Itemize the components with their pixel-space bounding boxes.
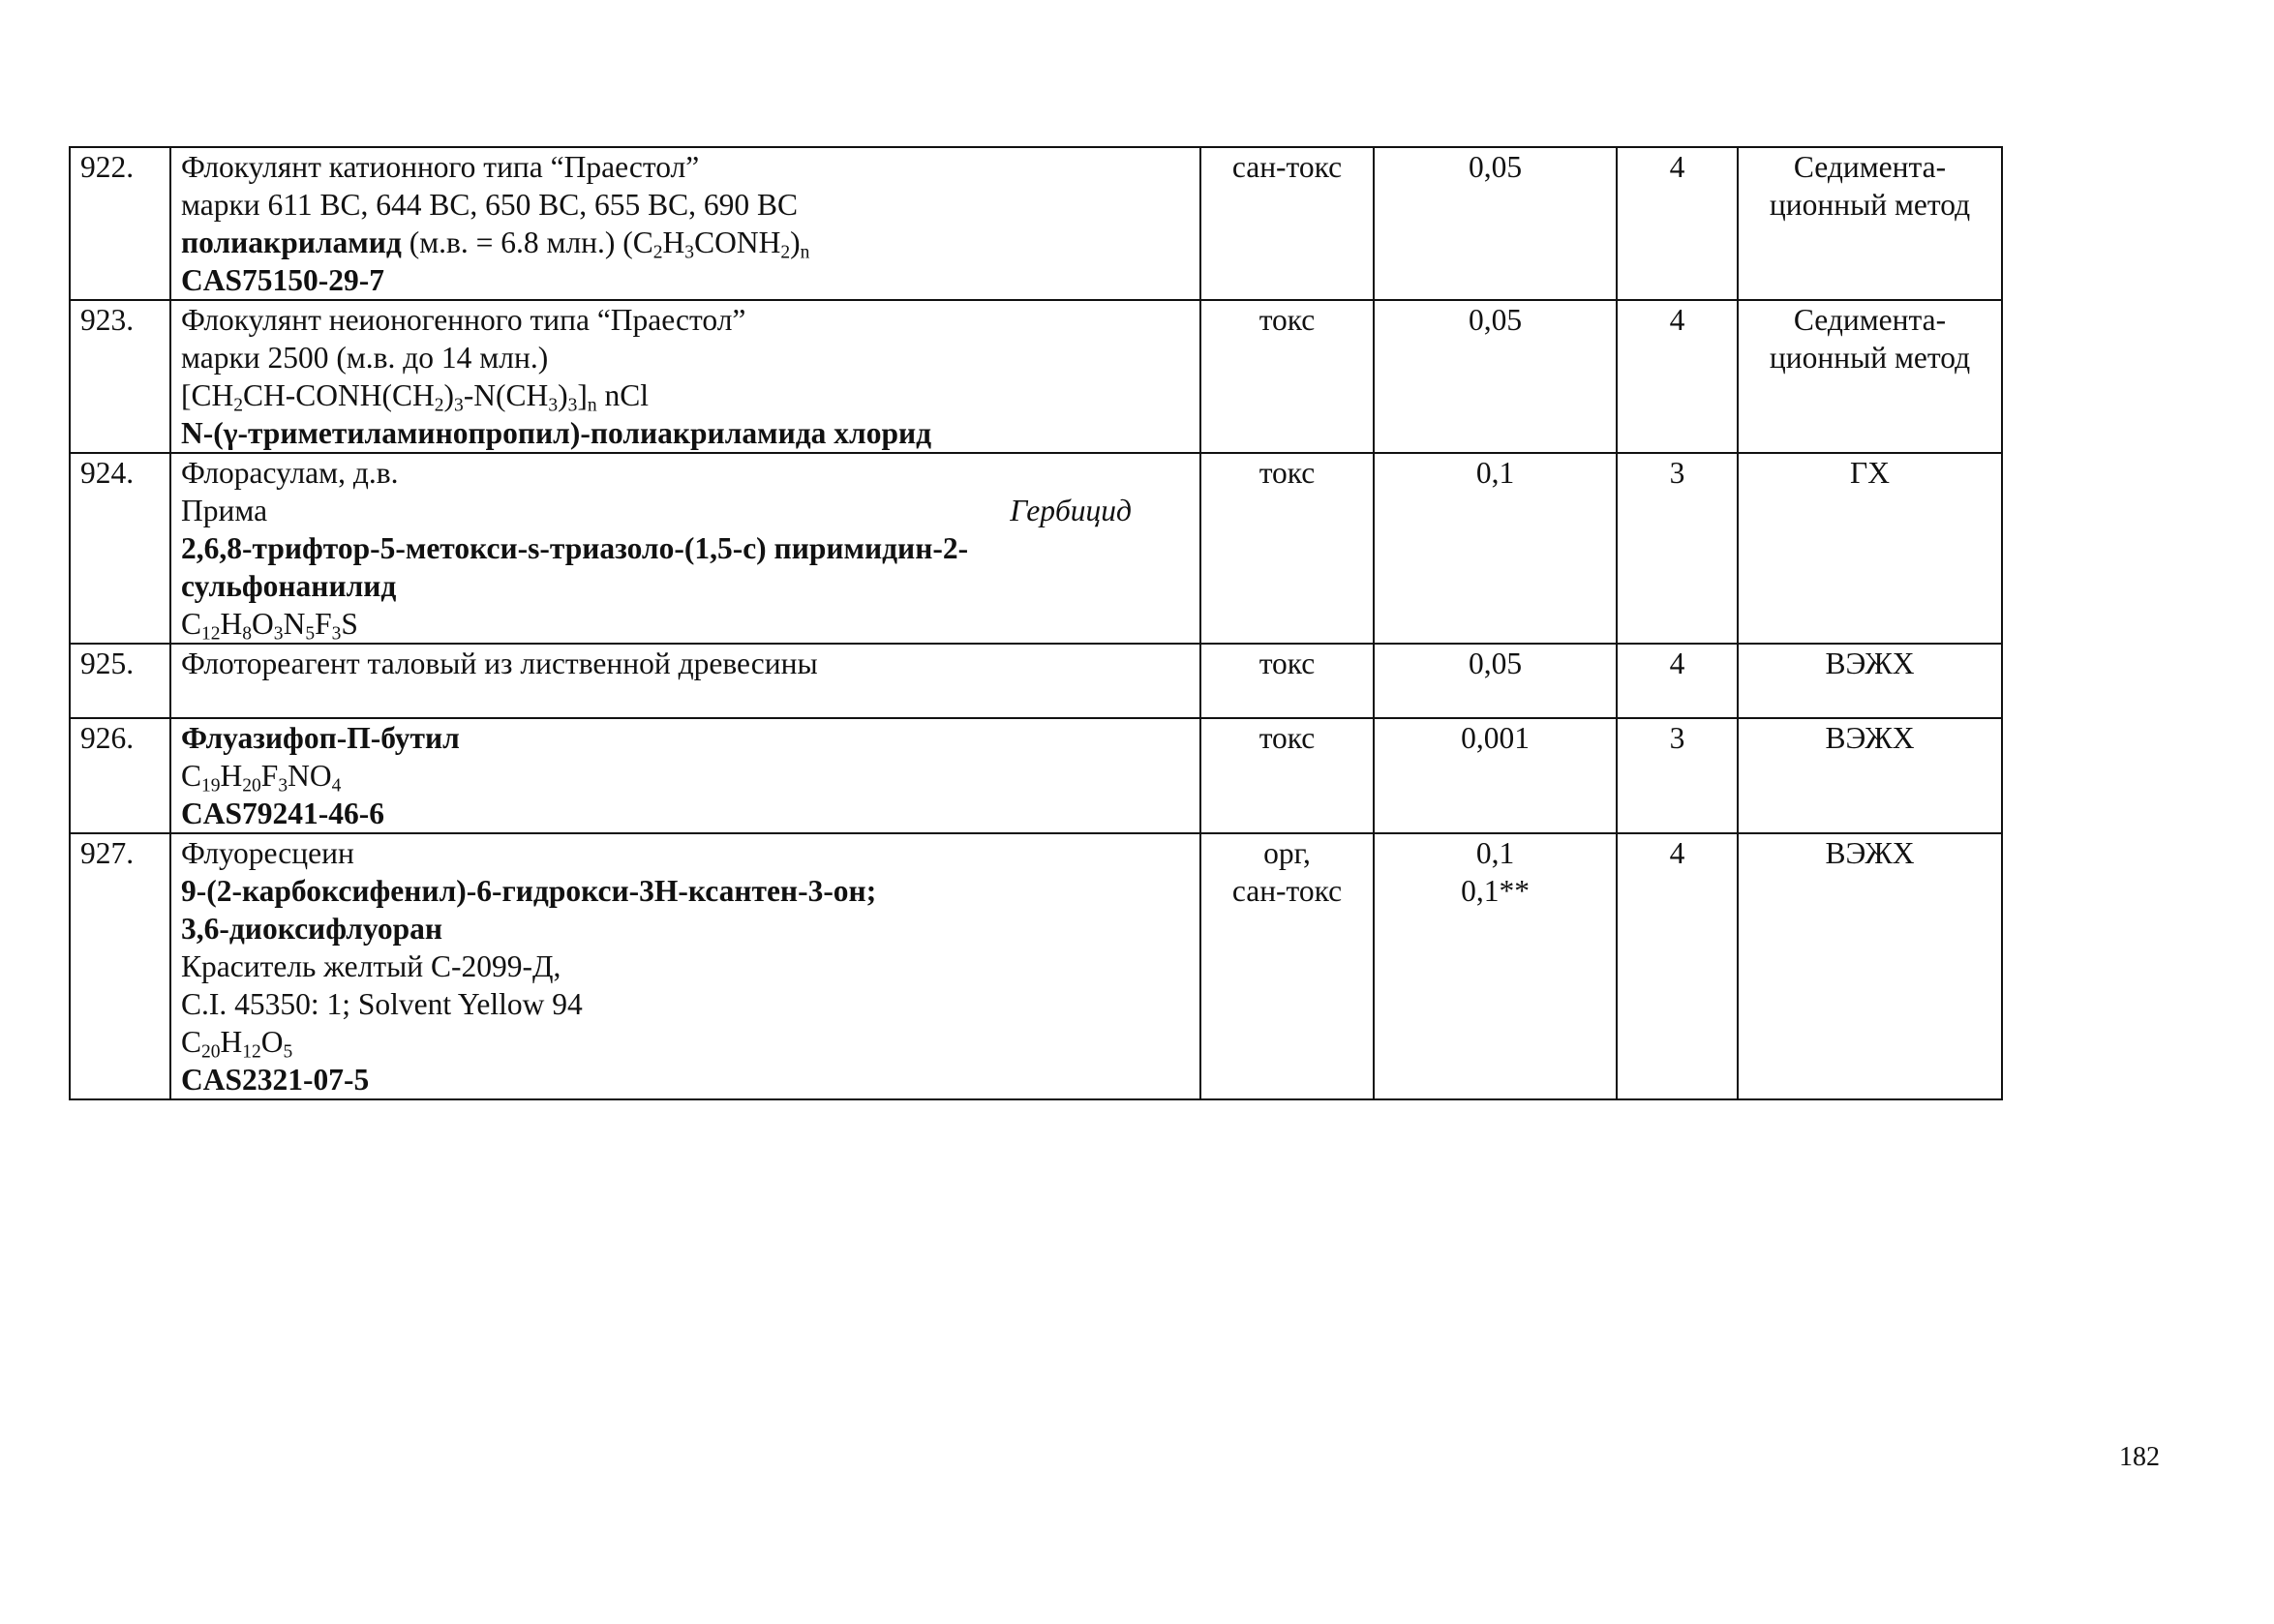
analysis-method: ВЭЖХ [1738,833,2002,1099]
concentration-value [1374,833,1617,1099]
text-segment: S [341,607,358,641]
concentration-value-text: 0,05 [1468,150,1523,184]
formula-subscript: 8 [242,623,253,645]
table-row [70,300,2002,453]
formula-subscript: 5 [283,1041,293,1063]
text-segment: сульфонанилид [181,569,397,603]
text-segment: (м.в. = 6.8 млн.) (C [401,226,653,259]
formula-subscript: 3 [331,623,342,645]
hazard-type-text: токс [1258,647,1316,680]
text-segment: CAS79241-46-6 [181,797,384,830]
text-segment: N [283,607,306,641]
formula-subscript: 2 [434,395,444,416]
formula-subscript: 3 [548,395,559,416]
row-number: 926. [70,718,170,833]
table-body [70,147,2002,1099]
formula-subscript: 2 [652,242,663,263]
text-segment: ] [577,378,588,412]
hazard-class: 4 [1617,833,1738,1099]
concentration-value-text: 0,05 [1468,303,1523,337]
description-line [181,1061,1190,1098]
hazard-type-text: токс [1258,303,1316,337]
text-segment: C [181,1025,202,1059]
formula-subscript: 19 [201,775,221,797]
text-segment: ) [558,378,568,412]
text-segment: Флуазифоп-П-бутил [181,721,460,755]
formula-subscript: 20 [242,775,261,797]
formula-subscript: 3 [454,395,464,416]
formula-subscript: 3 [684,242,695,263]
text-segment: полиакриламид [181,226,402,259]
description-line [181,529,1190,567]
description-line [181,224,1190,261]
substance-description [170,644,1200,718]
description-line [181,492,1190,529]
text-segment: H [220,759,243,793]
text-segment: H [220,1025,243,1059]
concentration-value-text: 0,1 [1475,456,1515,490]
concentration-value [1374,718,1617,833]
text-segment: 2,6,8-трифтор-5-метокси-s-триазоло-(1,5-с) пиримидин-2- [181,531,969,565]
row-number: 924. [70,453,170,644]
text-segment: H [220,607,243,641]
substance-description [170,300,1200,453]
hazard-class: 4 [1617,644,1738,718]
description-line [181,985,1190,1023]
formula-subscript: 20 [201,1041,221,1063]
description-line [181,376,1190,414]
hazard-type [1200,453,1374,644]
substance-description [170,147,1200,300]
text-segment: nCl [596,378,649,412]
formula-subscript: 4 [331,775,342,797]
description-line [181,301,1190,339]
hazard-type [1200,300,1374,453]
description-line [181,567,1190,605]
text-segment: ) [443,378,455,412]
hazard-type-text: токс [1258,456,1316,490]
table-row [70,833,2002,1099]
text-segment: Флуоресцеин [181,836,354,870]
substance-description [170,833,1200,1099]
analysis-method: ВЭЖХ [1738,718,2002,833]
description-line [181,910,1190,947]
text-segment: 9-(2-карбоксифенил)-6-гидрокси-3Н-ксантен-3-он; [181,874,877,908]
table-row [70,718,2002,833]
description-line [181,757,1190,795]
substance-description [170,453,1200,644]
hazard-type-text: орг, сан-токс [1231,836,1343,908]
concentration-value-text: 0,001 [1461,721,1530,755]
formula-subscript: 3 [273,623,284,645]
text-segment: [CH [181,378,234,412]
hazard-class: 4 [1617,300,1738,453]
text-segment: CAS75150-29-7 [181,263,384,297]
description-line [181,947,1190,985]
description-line [181,795,1190,832]
text-segment: Флокулянт катионного типа “Праестол” [181,150,700,184]
description-line [181,186,1190,224]
concentration-value [1374,453,1617,644]
text-segment: -N(CH [463,378,549,412]
text-segment: F [315,607,332,641]
formula-subscript: 2 [233,395,244,416]
formula-subscript: 3 [567,395,578,416]
formula-subscript: 5 [305,623,316,645]
row-number: 925. [70,644,170,718]
text-segment: марки 2500 (м.в. до 14 млн.) [181,341,549,375]
substances-table [69,146,2003,1100]
table-row [70,453,2002,644]
text-segment: Гербицид [1010,494,1132,527]
formula-subscript: 12 [242,1041,261,1063]
text-segment: C [181,607,202,641]
concentration-value-text: 0,1 0,1** [1461,836,1530,908]
hazard-type-text: токс [1258,721,1316,755]
description-line [181,339,1190,376]
description-line [181,414,1190,452]
hazard-type [1200,147,1374,300]
row-number: 927. [70,833,170,1099]
text-segment: марки 611 ВС, 644 ВС, 650 ВС, 655 ВС, 690 ВС [181,188,799,222]
row-number: 922. [70,147,170,300]
text-segment: Краситель желтый С-2099-Д, [181,949,561,983]
hazard-class: 3 [1617,453,1738,644]
concentration-value-text: 0,05 [1468,647,1523,680]
description-line [181,834,1190,872]
formula-subscript: n [587,395,597,416]
concentration-value [1374,644,1617,718]
text-segment: F [260,759,279,793]
table-row [70,644,2002,718]
text-segment: N-(γ-триметиламинопропил)-полиакриламида хлорид [181,416,932,450]
concentration-value [1374,147,1617,300]
description-line [181,605,1190,643]
analysis-method: ГХ [1738,453,2002,644]
analysis-method: Седимента-ционный метод [1738,147,2002,300]
analysis-method: ВЭЖХ [1738,644,2002,718]
text-segment: C [181,759,202,793]
description-line [181,719,1190,757]
text-segment: H [662,226,685,259]
page-number: 182 [2119,1442,2160,1472]
hazard-class: 3 [1617,718,1738,833]
row-number: 923. [70,300,170,453]
text-segment: O [260,1025,284,1059]
text-segment: Прима [181,494,268,527]
text-segment: ) [790,226,801,259]
text-segment: NO [288,759,332,793]
hazard-type [1200,833,1374,1099]
analysis-method: Седимента-ционный метод [1738,300,2002,453]
text-segment: CH-CONH(CH [243,378,435,412]
description-line [181,454,1190,492]
description-line [181,872,1190,910]
text-segment: CONH [694,226,781,259]
text-segment: Флорасулам, д.в. [181,456,399,490]
hazard-type-text: сан-токс [1231,150,1343,184]
concentration-value [1374,300,1617,453]
text-segment: Флокулянт неионогенного типа “Праестол” [181,303,746,337]
formula-subscript: n [800,242,810,263]
table-row [70,147,2002,300]
text-segment: Флотореагент таловый из лиственной древесины [181,647,818,680]
text-segment: C.I. 45350: 1; Solvent Yellow 94 [181,987,583,1021]
text-segment: O [252,607,274,641]
text-segment: 3,6-диоксифлуоран [181,912,443,946]
description-line [181,148,1190,186]
description-line [181,261,1190,299]
formula-subscript: 3 [278,775,288,797]
hazard-class: 4 [1617,147,1738,300]
text-segment: CAS2321-07-5 [181,1063,370,1097]
hazard-type [1200,718,1374,833]
description-line [181,645,1190,682]
substance-description [170,718,1200,833]
formula-subscript: 2 [780,242,791,263]
formula-subscript: 12 [201,623,221,645]
description-line [181,1023,1190,1061]
hazard-type [1200,644,1374,718]
